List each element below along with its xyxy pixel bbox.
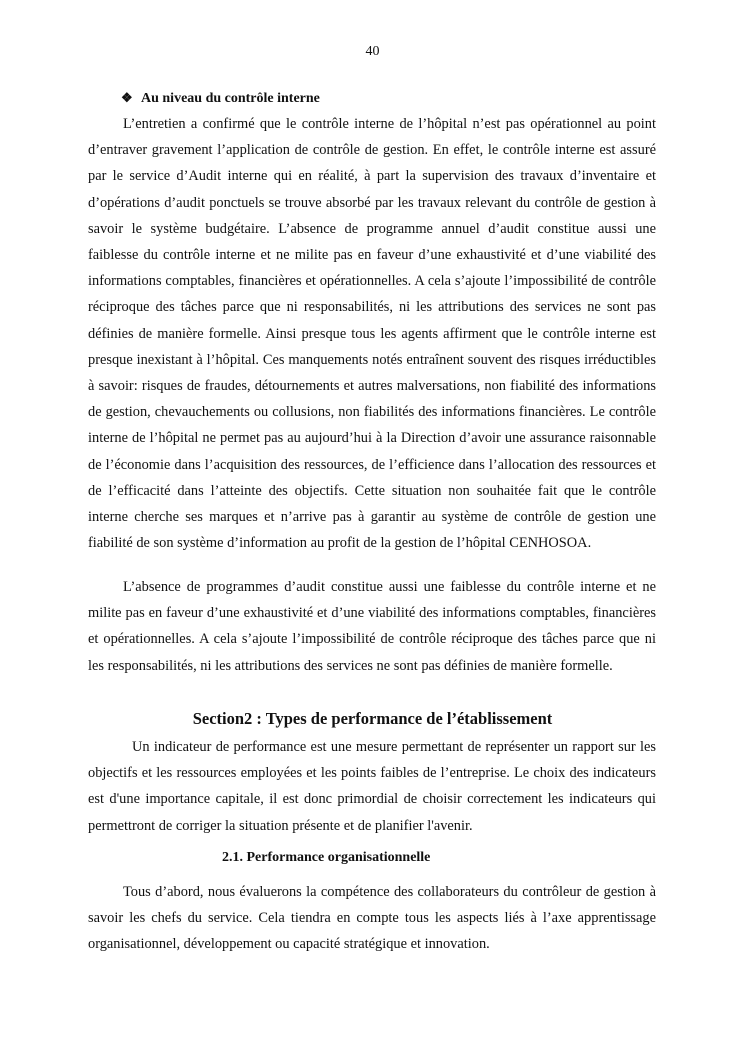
paragraph-internal-control: L’entretien a confirmé que le contrôle interne de l’hôpital n’est pas opérationnel au point d’entraver gravement l’application de contrôle de gestion. En effet, le contrôle interne est assuré par le service d’Audit interne qui en réalité, à part la supervision des travaux d’inventaire et d’opérations d’audit ponctuels se trouve absorbé par les travaux relevant du contrôle de gestion à savoir le système budgétaire. L’absence de programme annuel d’audit constitue aussi une faiblesse du contrôle interne et ne milite pas en faveur d’une exhaustivité et d’une viabilité des informations comptables, financières et opérationnelles. A cela s’ajoute l’impossibilité de contrôle réciproque des tâches parce que ni responsabilités, ni les attributions des services ne sont pas définies de manière formelle. Ainsi presque tous les agents affirment que le contrôle interne est presque inexistant à l’hôpital. Ces manquements notés entraînent souvent des risques irréductibles à savoir: risques de fraudes, détournements et autres malversations, non fiabilité des informations de gestion, chevauchements ou collusions, non fiabilités des informations financières. Le contrôle interne de l’hôpital ne permet pas au aujourd’hui à la Direction d’avoir une assurance raisonnable de l’économie dans l’acquisition des ressources, de l’efficience dans l’allocation des ressources et de l’efficacité dans l’atteinte des objectifs. Cette situation non souhaitée fait que le contrôle interne cherche ses marques et n’arrive pas à garantir au système de contrôle de gestion une fiabilité de son système d’information au profit de la gestion de l’hôpital CENHOSOA. (88, 116, 656, 552)
bullet-heading-text: Au niveau du contrôle interne (141, 91, 320, 106)
paragraph-audit-programs: L’absence de programmes d’audit constitue aussi une faiblesse du contrôle interne et ne milite pas en faveur d’une exhaustivité et d’une viabilité des informations comptables, financières et opérationnelles. A cela s’ajoute l’impossibilité de contrôle réciproque des tâches parce que ni les responsabilités, ni les attributions des services ne sont pas définies de manière formelle. (88, 579, 656, 674)
diamond-bullet-icon: ❖ (121, 90, 133, 105)
bullet-heading (121, 88, 320, 109)
subsection-title: 2.1. Performance organisationnelle (222, 850, 431, 865)
section-title: Section2 : Types de performance de l’établissement (192, 709, 553, 728)
page-number: 40 (365, 44, 380, 59)
paragraph-organisational-performance: Tous d’abord, nous évaluerons la compétence des collaborateurs du contrôleur de gestion à savoir les chefs du service. Cela tiendra en compte tous les aspects liés à l’axe apprentissage organisationnel, développement ou capacité stratégique et innovation. (88, 884, 656, 953)
paragraph-performance-indicator: Un indicateur de performance est une mesure permettant de représenter un rapport sur les objectifs et les ressources employées et les points faibles de l’entreprise. Le choix des indicateurs est d'une importance capitale, il est donc primordial de choisir correctement les indicateurs qui permettront de corriger la situation présente et de planifier l'avenir. (88, 739, 656, 834)
